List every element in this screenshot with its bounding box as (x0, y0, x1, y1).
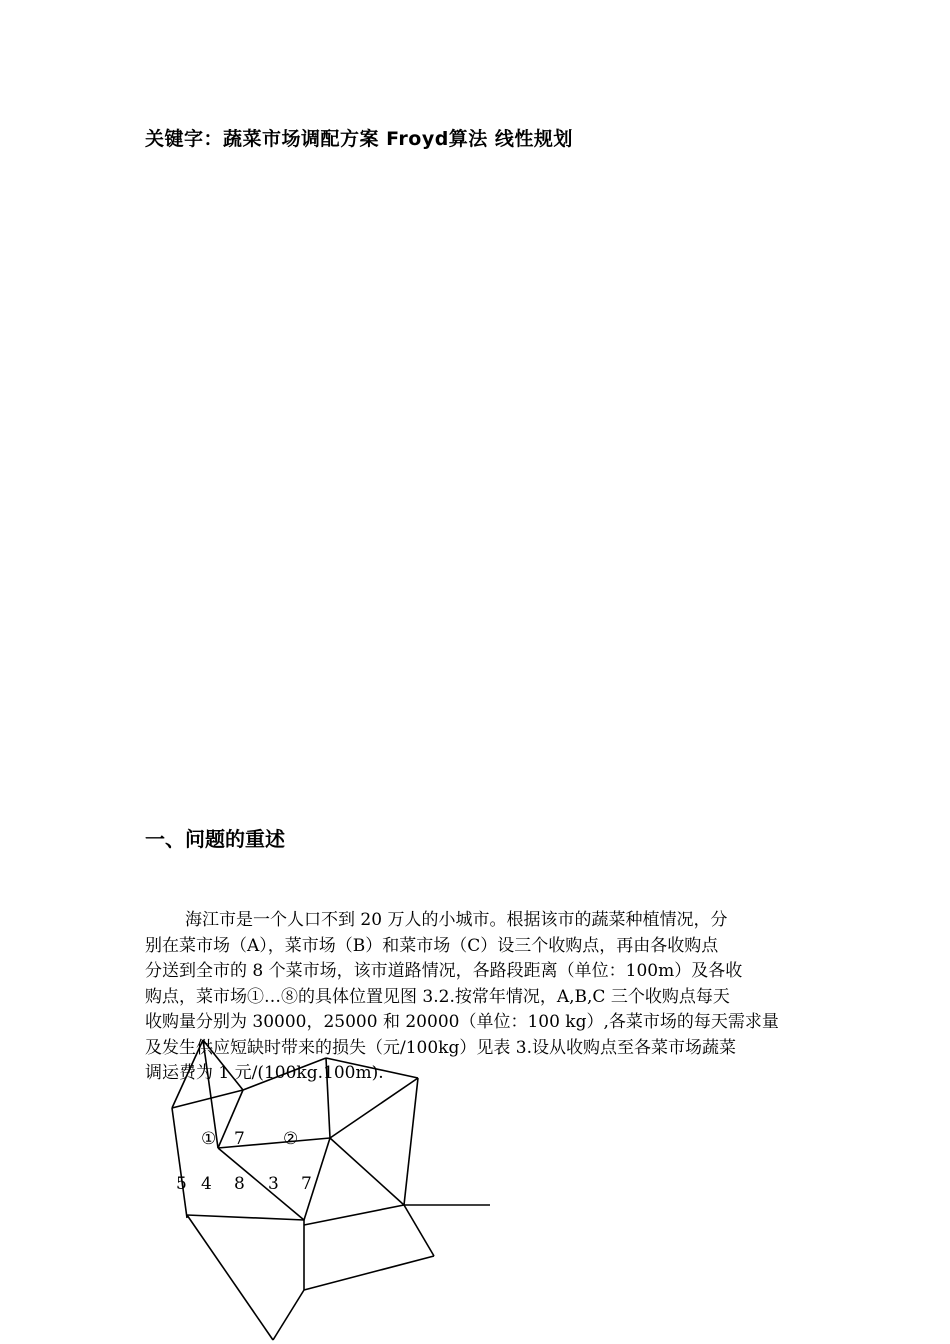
paragraph-line: 分送到全市的 8 个菜市场，该市道路情况，各路段距离（单位：100m）及各收 (145, 961, 743, 981)
road-segment (304, 1256, 434, 1290)
edge-weight-label: 5 (176, 1174, 187, 1194)
problem-paragraph (145, 908, 810, 1087)
road-segment (172, 1090, 243, 1108)
edge-weight-label: 8 (234, 1174, 245, 1194)
road-segment (172, 1108, 187, 1218)
keywords-text: 蔬菜市场调配方案 Froyd算法 线性规划 (223, 128, 573, 150)
edge-weight-label: 7 (234, 1129, 245, 1149)
paragraph-line: 及发生供应短缺时带来的损失（元/100kg）见表 3.设从收购点至各菜市场蔬菜 (145, 1037, 736, 1058)
road-segment (187, 1215, 304, 1220)
road-segment (330, 1078, 418, 1138)
paragraph-line: 海江市是一个人口不到 20 万人的小城市。根据该市的蔬菜种植情况，分 (185, 910, 728, 930)
road-segment (404, 1078, 418, 1205)
section-title: 一、问题的重述 (145, 827, 285, 851)
keywords-label: 关键字： (145, 128, 224, 150)
road-segment (187, 1215, 273, 1340)
road-segment (330, 1138, 404, 1205)
road-segment (404, 1205, 434, 1256)
node-label-1: ① (201, 1129, 217, 1149)
edge-weight-label: 3 (268, 1174, 279, 1194)
paragraph-line: 调运费为 1 元/(100kg.100m). (145, 1063, 384, 1083)
keywords-line (145, 124, 573, 151)
paragraph-line: 收购量分别为 30000，25000 和 20000（单位：100 kg）,各菜市场的每天需求量 (145, 1012, 779, 1032)
edge-weight-label: 4 (201, 1174, 212, 1194)
road-segment (218, 1148, 304, 1220)
paragraph-line: 购点，菜市场①…⑧的具体位置见图 3.2.按常年情况，A,B,C 三个收购点每天 (145, 986, 730, 1007)
node-label-2: ② (283, 1129, 299, 1149)
edge-weight-label: 7 (301, 1174, 312, 1194)
paragraph-line: 别在菜市场（A），菜市场（B）和菜市场（C）设三个收购点，再由各收购点 (145, 935, 719, 956)
road-segment (304, 1205, 404, 1225)
road-segment (273, 1290, 304, 1340)
